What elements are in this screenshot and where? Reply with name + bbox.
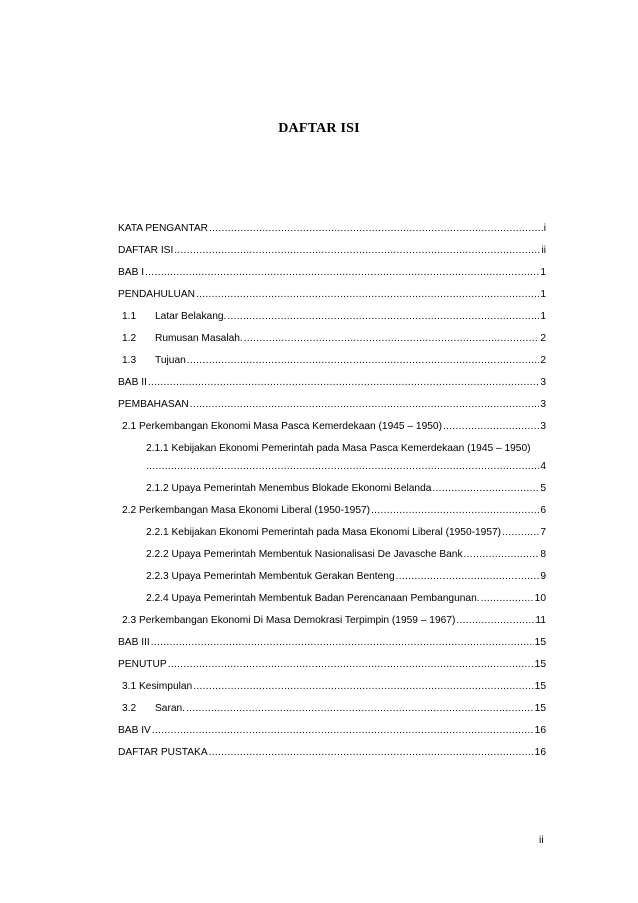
toc-entry-page: ii xyxy=(541,245,546,256)
toc-entry-tujuan[interactable] xyxy=(118,346,546,368)
toc-entry-page: 1 xyxy=(540,267,546,278)
toc-entry-page: 15 xyxy=(534,681,546,692)
toc-entry-kesimpulan[interactable] xyxy=(118,672,546,694)
table-of-contents xyxy=(118,214,546,760)
dot-leader xyxy=(145,266,539,280)
toc-entry-page: 6 xyxy=(540,505,546,516)
toc-entry-page: 16 xyxy=(534,747,546,758)
toc-entry-text: 2.2.4 Upaya Pemerintah Membentuk Badan Perencanaan Pembangunan. xyxy=(146,593,480,604)
toc-entry-bab-i[interactable] xyxy=(118,258,546,280)
toc-entry-2-2-1[interactable] xyxy=(118,518,546,540)
toc-entry-page: 2 xyxy=(540,355,546,366)
toc-entry-rumusan-masalah[interactable] xyxy=(118,324,546,346)
toc-entry-text: 2.1.2 Upaya Pemerintah Menembus Blokade Ekonomi Belanda xyxy=(146,483,432,494)
toc-entry-number: 3.2 xyxy=(122,703,137,714)
dot-leader xyxy=(190,398,540,412)
toc-entry-text: 2.2 Perkembangan Masa Ekonomi Liberal (1950-1957) xyxy=(122,505,371,516)
toc-entry-text: DAFTAR PUSTAKA xyxy=(118,747,208,758)
toc-entry-page: 16 xyxy=(534,725,546,736)
toc-entry-2-2-3[interactable] xyxy=(118,562,546,584)
toc-entry-latar-belakang[interactable] xyxy=(118,302,546,324)
toc-entry-text: 2.2.3 Upaya Pemerintah Membentuk Gerakan Benteng xyxy=(146,571,395,582)
toc-entry-2-1-1[interactable] xyxy=(118,434,546,456)
toc-entry-text: 2.1.1 Kebijakan Ekonomi Pemerintah pada Masa Pasca Kemerdekaan (1945 – 1950) xyxy=(146,443,531,454)
dot-leader xyxy=(481,592,534,606)
dot-leader xyxy=(502,526,539,540)
toc-entry-pembahasan[interactable] xyxy=(118,390,546,412)
dot-leader xyxy=(209,746,534,760)
toc-entry-page: 5 xyxy=(540,483,546,494)
toc-entry-number: 1.1 xyxy=(122,311,137,322)
toc-entry-daftar-isi[interactable] xyxy=(118,236,546,258)
dot-leader xyxy=(432,482,539,496)
dot-leader xyxy=(193,680,533,694)
page-number: ii xyxy=(539,834,544,846)
dot-leader xyxy=(148,376,539,390)
toc-entry-text: Tujuan xyxy=(155,355,186,366)
toc-entry-text: 3.1 Kesimpulan xyxy=(122,681,193,692)
toc-entry-bab-iii[interactable] xyxy=(118,628,546,650)
toc-entry-page: 7 xyxy=(540,527,546,538)
dot-leader xyxy=(443,420,539,434)
toc-entry-penutup[interactable] xyxy=(118,650,546,672)
toc-entry-page: 15 xyxy=(534,703,546,714)
toc-entry-text: 2.2.1 Kebijakan Ekonomi Pemerintah pada Masa Ekonomi Liberal (1950-1957) xyxy=(146,527,502,538)
dot-leader xyxy=(187,354,540,368)
toc-entry-number: 1.3 xyxy=(122,355,137,366)
toc-entry-page: 1 xyxy=(540,289,546,300)
dot-leader xyxy=(244,332,540,346)
toc-entry-text: Saran. xyxy=(155,703,186,714)
toc-entry-page: i xyxy=(543,223,546,234)
toc-entry-page: 4 xyxy=(540,461,546,472)
toc-entry-bab-iv[interactable] xyxy=(118,716,546,738)
toc-entry-page: 15 xyxy=(534,637,546,648)
dot-leader xyxy=(227,310,539,324)
toc-entry-bab-ii[interactable] xyxy=(118,368,546,390)
dot-leader xyxy=(146,460,539,474)
toc-entry-text: Latar Belakang. xyxy=(155,311,227,322)
dot-leader xyxy=(152,724,534,738)
toc-entry-2-1[interactable] xyxy=(118,412,546,434)
toc-entry-page: 15 xyxy=(534,659,546,670)
dot-leader xyxy=(456,614,534,628)
toc-entry-page: 8 xyxy=(540,549,546,560)
toc-entry-text: 2.2.2 Upaya Pemerintah Membentuk Nasionalisasi De Javasche Bank xyxy=(146,549,463,560)
toc-entry-text: BAB II xyxy=(118,377,147,388)
toc-entry-text: Rumusan Masalah. xyxy=(155,333,243,344)
dot-leader xyxy=(151,636,534,650)
toc-entry-2-2-2[interactable] xyxy=(118,540,546,562)
toc-entry-page: 2 xyxy=(540,333,546,344)
toc-entry-page: 3 xyxy=(540,421,546,432)
dot-leader xyxy=(186,702,534,716)
dot-leader xyxy=(396,570,540,584)
page-title: DAFTAR ISI xyxy=(278,121,360,136)
dot-leader xyxy=(371,504,539,518)
toc-entry-text: KATA PENGANTAR xyxy=(118,223,209,234)
toc-entry-kata-pengantar[interactable] xyxy=(118,214,546,236)
toc-entry-2-1-1-continuation[interactable] xyxy=(118,456,546,474)
dot-leader xyxy=(196,288,539,302)
toc-entry-number: 1.2 xyxy=(122,333,137,344)
toc-entry-page: 9 xyxy=(540,571,546,582)
toc-entry-text: 2.1 Perkembangan Ekonomi Masa Pasca Kemerdekaan (1945 – 1950) xyxy=(122,421,442,432)
toc-entry-2-3[interactable] xyxy=(118,606,546,628)
toc-entry-page: 1 xyxy=(540,311,546,322)
toc-entry-text: BAB III xyxy=(118,637,150,648)
toc-entry-saran[interactable] xyxy=(118,694,546,716)
dot-leader xyxy=(464,548,540,562)
toc-entry-page: 11 xyxy=(535,615,546,626)
toc-entry-daftar-pustaka[interactable] xyxy=(118,738,546,760)
toc-entry-text: BAB I xyxy=(118,267,145,278)
toc-entry-page: 10 xyxy=(534,593,546,604)
toc-entry-2-2-4[interactable] xyxy=(118,584,546,606)
toc-entry-text: DAFTAR ISI xyxy=(118,245,174,256)
dot-leader xyxy=(209,222,543,236)
toc-entry-text: PENDAHULUAN xyxy=(118,289,195,300)
toc-entry-2-2[interactable] xyxy=(118,496,546,518)
dot-leader xyxy=(168,658,534,672)
toc-entry-pendahuluan[interactable] xyxy=(118,280,546,302)
toc-entry-page: 3 xyxy=(540,399,546,410)
toc-entry-text: 2.3 Perkembangan Ekonomi Di Masa Demokrasi Terpimpin (1959 – 1967) xyxy=(122,615,456,626)
toc-entry-2-1-2[interactable] xyxy=(118,474,546,496)
toc-entry-text: BAB IV xyxy=(118,725,151,736)
toc-entry-page: 3 xyxy=(540,377,546,388)
toc-entry-text: PENUTUP xyxy=(118,659,167,670)
toc-entry-text: PEMBAHASAN xyxy=(118,399,189,410)
dot-leader xyxy=(174,244,540,258)
